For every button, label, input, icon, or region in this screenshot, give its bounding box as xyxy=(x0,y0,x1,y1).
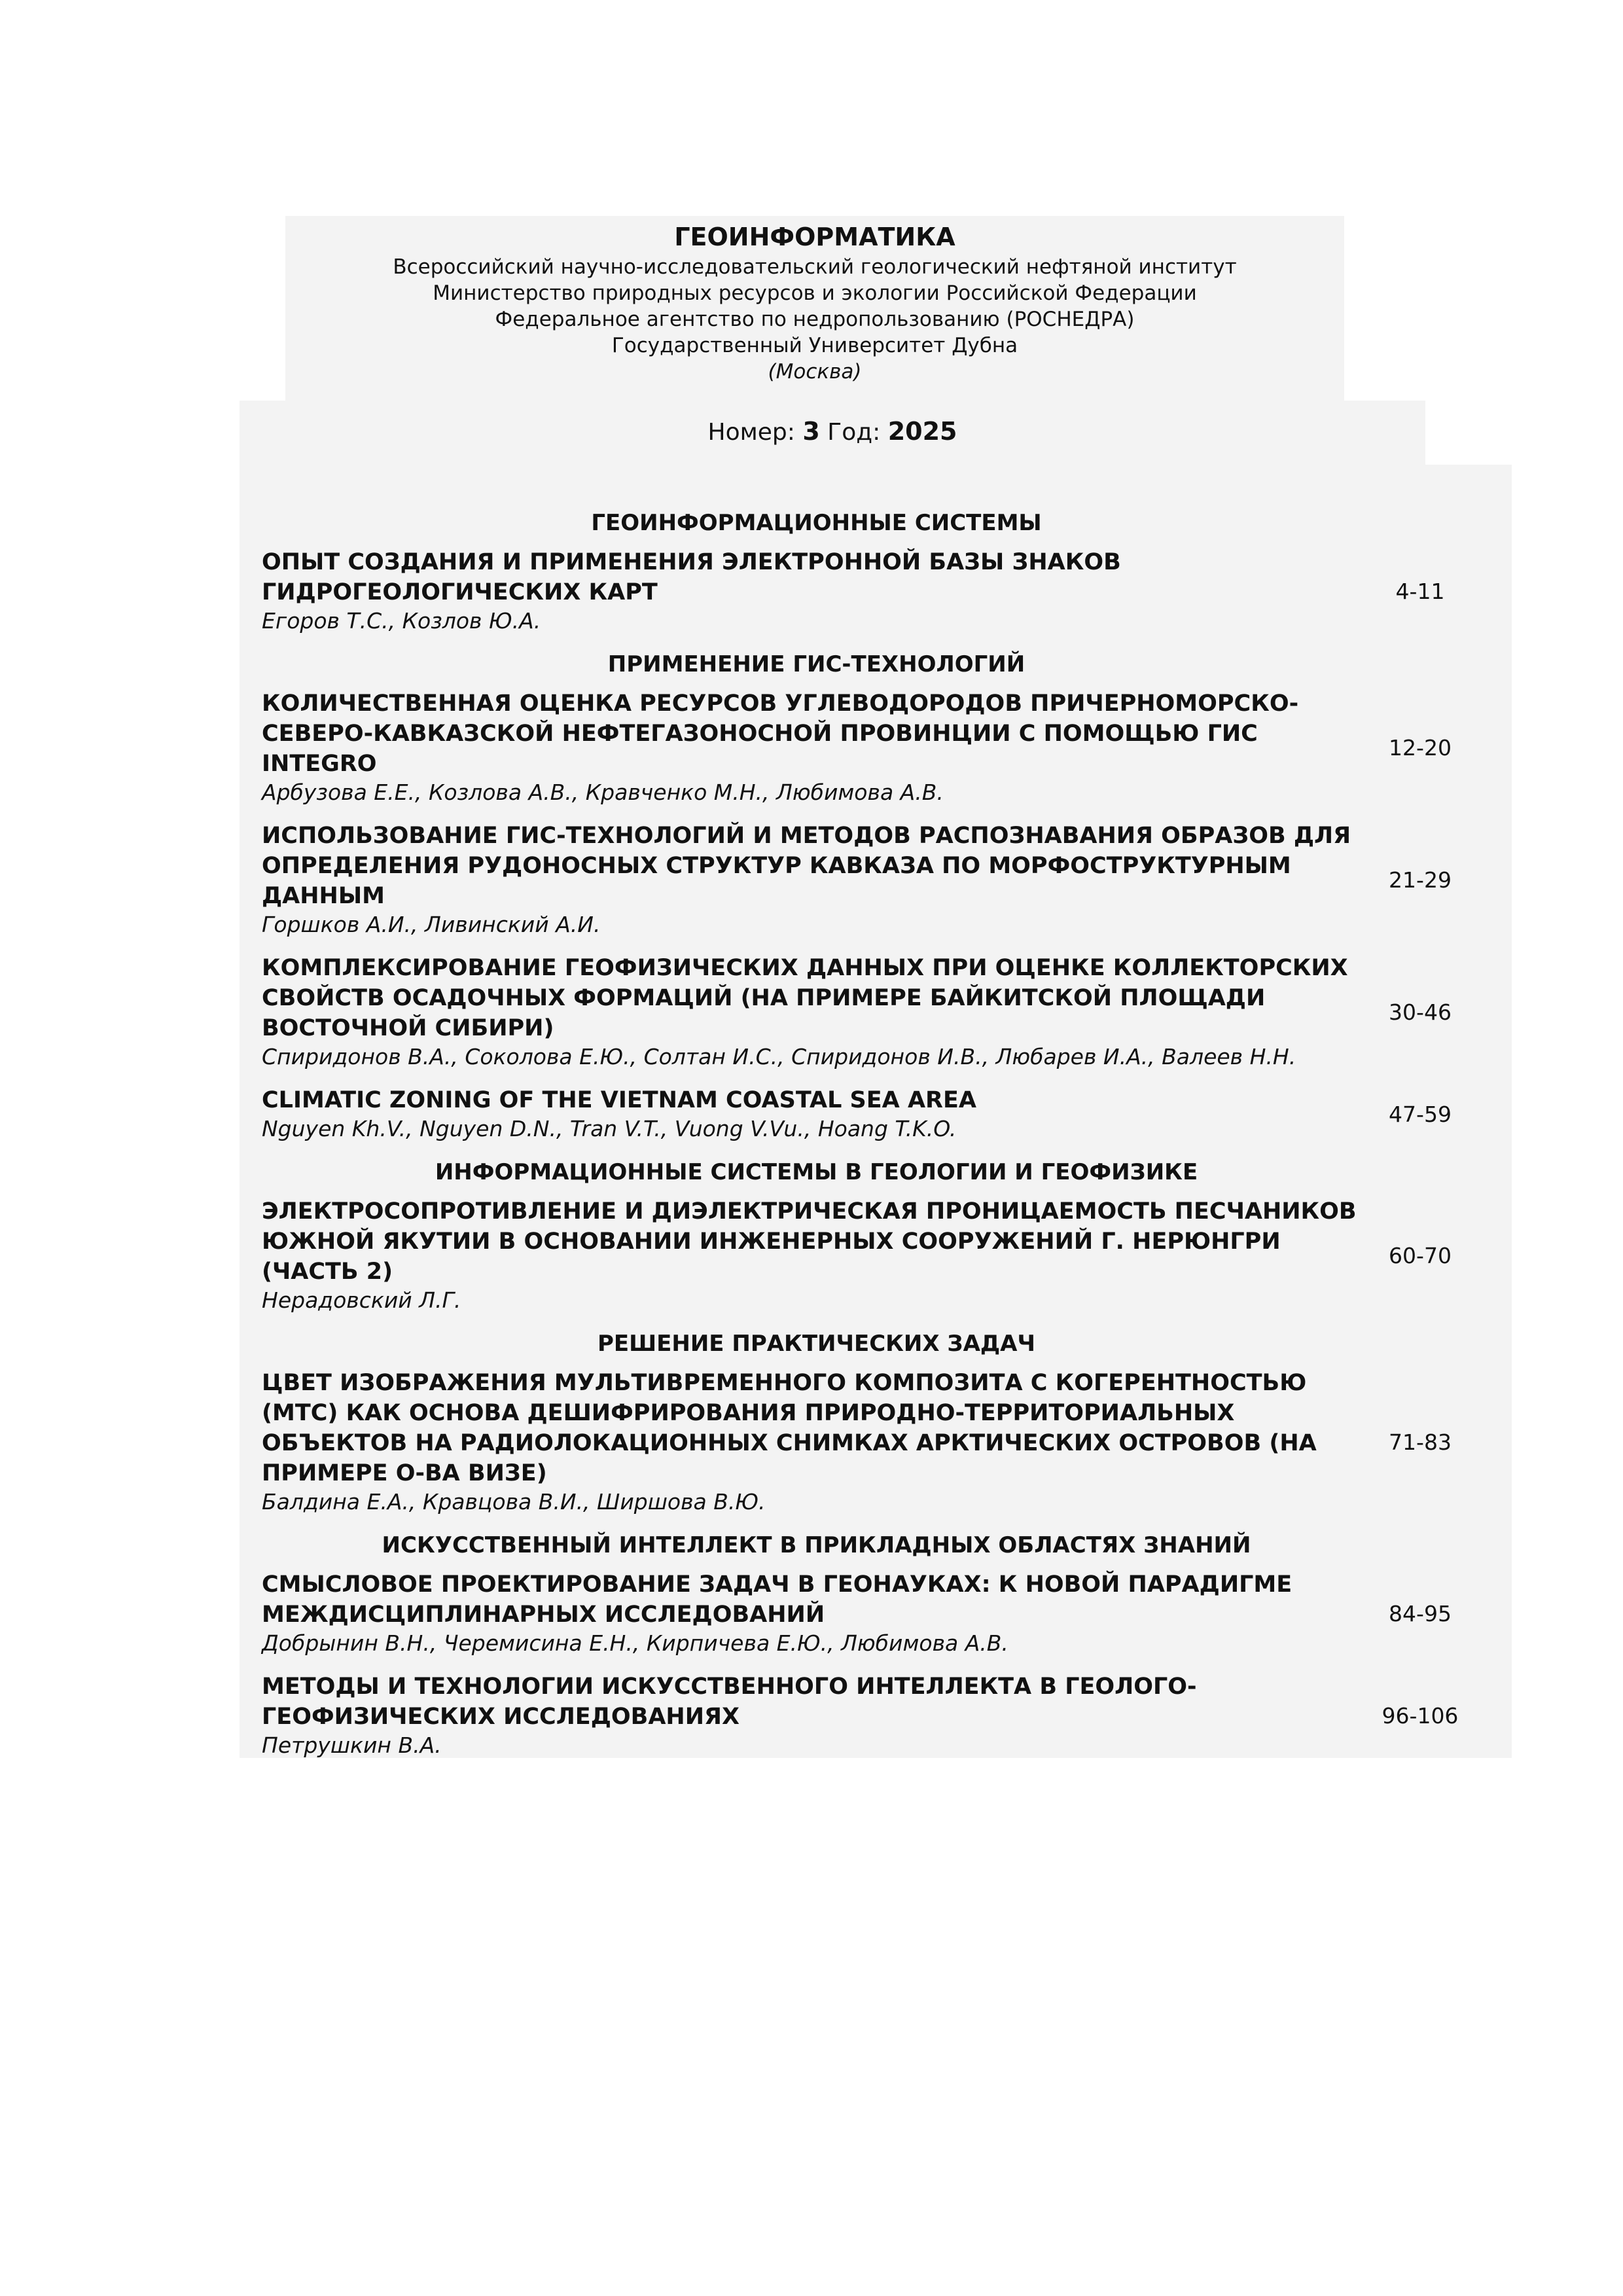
toc-list xyxy=(262,508,1499,1774)
article-entry[interactable] xyxy=(262,1368,1499,1516)
article-entry[interactable] xyxy=(262,547,1499,635)
journal-header xyxy=(285,216,1344,404)
article-pages: 71-83 xyxy=(1389,1429,1452,1455)
organization-name: Всероссийский научно-исследовательский геологический нефтяной институт xyxy=(393,255,1237,279)
article-authors: Горшков А.И., Ливинский А.И. xyxy=(262,912,601,937)
article-info xyxy=(262,547,1371,635)
section-heading: РЕШЕНИЕ ПРАКТИЧЕСКИХ ЗАДАЧ xyxy=(597,1331,1035,1357)
issue-label: Номер: xyxy=(707,419,795,446)
article-pages: 96-106 xyxy=(1382,1702,1459,1729)
article-pages: 12-20 xyxy=(1389,734,1452,761)
article-pages: 21-29 xyxy=(1389,867,1452,893)
article-info xyxy=(262,953,1371,1071)
article-title[interactable]: СМЫСЛОВОЕ ПРОЕКТИРОВАНИЕ ЗАДАЧ В ГЕОНАУКАХ: К НОВОЙ ПАРАДИГМЕ МЕЖДИСЦИПЛИНАРНЫХ ИССЛЕДОВАНИЙ xyxy=(262,1571,1293,1628)
article-authors: Арбузова Е.Е., Козлова А.В., Кравченко М.Н., Любимова А.В. xyxy=(262,780,944,805)
organization-name: Министерство природных ресурсов и экологии Российской Федерации xyxy=(433,281,1197,305)
organization-name: Федеральное агентство по недропользованию (РОСНЕДРА) xyxy=(495,308,1135,331)
article-entry[interactable] xyxy=(262,1570,1499,1657)
article-title[interactable]: МЕТОДЫ И ТЕХНОЛОГИИ ИСКУССТВЕННОГО ИНТЕЛЛЕКТА В ГЕОЛОГО-ГЕОФИЗИЧЕСКИХ ИССЛЕДОВАНИЯХ xyxy=(262,1674,1197,1730)
article-title[interactable]: КОМПЛЕКСИРОВАНИЕ ГЕОФИЗИЧЕСКИХ ДАННЫХ ПРИ ОЦЕНКЕ КОЛЛЕКТОРСКИХ СВОЙСТВ ОСАДОЧНЫХ ФОРМАЦИЙ (НА ПРИМЕРЕ БАЙКИТСКОЙ ПЛОЩАДИ ВОСТОЧНОЙ СИБИРИ) xyxy=(262,955,1348,1041)
article-authors: Егоров Т.С., Козлов Ю.А. xyxy=(262,608,541,634)
article-authors: Добрынин В.Н., Черемисина Е.Н., Кирпичева Е.Ю., Любимова А.В. xyxy=(262,1630,1008,1656)
article-title[interactable]: КОЛИЧЕСТВЕННАЯ ОЦЕНКА РЕСУРСОВ УГЛЕВОДОРОДОВ ПРИЧЕРНОМОРСКО-СЕВЕРО-КАВКАЗСКОЙ НЕФТЕГАЗОНОСНОЙ ПРОВИНЦИИ С ПОМОЩЬЮ ГИС INTEGRO xyxy=(262,691,1299,777)
year-label: Год: xyxy=(827,419,881,446)
issue-number: 3 xyxy=(802,417,820,446)
article-authors: Балдина Е.А., Кравцова В.И., Ширшова В.Ю. xyxy=(262,1489,766,1515)
section-heading: ИНФОРМАЦИОННЫЕ СИСТЕМЫ В ГЕОЛОГИИ И ГЕОФИЗИКЕ xyxy=(435,1159,1198,1185)
article-title[interactable]: ЭЛЕКТРОСОПРОТИВЛЕНИЕ И ДИЭЛЕКТРИЧЕСКАЯ ПРОНИЦАЕМОСТЬ ПЕСЧАНИКОВ ЮЖНОЙ ЯКУТИИ В ОСНОВАНИИ ИНЖЕНЕРНЫХ СООРУЖЕНИЙ Г. НЕРЮНГРИ (ЧАСТЬ 2) xyxy=(262,1198,1357,1285)
article-title[interactable]: CLIMATIC ZONING OF THE VIETNAM COASTAL SEA AREA xyxy=(262,1087,976,1113)
article-pages: 4-11 xyxy=(1395,578,1445,604)
article-info xyxy=(262,1196,1371,1314)
article-entry[interactable] xyxy=(262,1085,1499,1143)
article-info xyxy=(262,1570,1371,1657)
article-authors: Спиридонов В.А., Соколова Е.Ю., Солтан И.С., Спиридонов И.В., Любарев И.А., Валеев Н.Н. xyxy=(262,1044,1296,1069)
article-pages: 47-59 xyxy=(1389,1101,1452,1127)
section-heading: ГЕОИНФОРМАЦИОННЫЕ СИСТЕМЫ xyxy=(591,510,1042,536)
article-authors: Nguyen Kh.V., Nguyen D.N., Tran V.T., Vuong V.Vu., Hoang T.K.O. xyxy=(262,1116,957,1141)
table-of-contents xyxy=(240,465,1512,1758)
article-entry[interactable] xyxy=(262,821,1499,939)
article-entry[interactable] xyxy=(262,953,1499,1071)
article-pages: 84-95 xyxy=(1389,1600,1452,1626)
journal-city: (Москва) xyxy=(768,360,862,384)
article-title[interactable]: ЦВЕТ ИЗОБРАЖЕНИЯ МУЛЬТИВРЕМЕННОГО КОМПОЗИТА С КОГЕРЕНТНОСТЬЮ (МТС) КАК ОСНОВА ДЕШИФРИРОВАНИЯ ПРИРОДНО-ТЕРРИТОРИАЛЬНЫХ ОБЪЕКТОВ НА РАДИОЛОКАЦИОННЫХ СНИМКАХ АРКТИЧЕСКИХ ОСТРОВОВ (НА ПРИМЕРЕ О-ВА ВИЗЕ) xyxy=(262,1370,1317,1486)
article-entry[interactable] xyxy=(262,689,1499,806)
article-pages: 60-70 xyxy=(1389,1242,1452,1268)
article-title[interactable]: ИСПОЛЬЗОВАНИЕ ГИС-ТЕХНОЛОГИЙ И МЕТОДОВ РАСПОЗНАВАНИЯ ОБРАЗОВ ДЛЯ ОПРЕДЕЛЕНИЯ РУДОНОСНЫХ СТРУКТУР КАВКАЗА ПО МОРФОСТРУКТУРНЫМ ДАННЫМ xyxy=(262,823,1351,909)
article-info xyxy=(262,1672,1371,1759)
article-info xyxy=(262,689,1371,806)
journal-title: ГЕОИНФОРМАТИКА xyxy=(674,223,955,251)
article-entry[interactable] xyxy=(262,1196,1499,1314)
article-info xyxy=(262,1085,1371,1143)
article-pages: 30-46 xyxy=(1389,999,1452,1025)
article-authors: Нерадовский Л.Г. xyxy=(262,1287,461,1313)
article-info xyxy=(262,1368,1371,1516)
article-authors: Петрушкин В.А. xyxy=(262,1732,442,1758)
article-info xyxy=(262,821,1371,939)
section-heading: ИСКУССТВЕННЫЙ ИНТЕЛЛЕКТ В ПРИКЛАДНЫХ ОБЛАСТЯХ ЗНАНИЙ xyxy=(382,1532,1251,1558)
article-entry[interactable] xyxy=(262,1672,1499,1759)
section-heading: ПРИМЕНЕНИЕ ГИС-ТЕХНОЛОГИЙ xyxy=(607,651,1026,677)
issue-info xyxy=(240,401,1425,467)
issue-year: 2025 xyxy=(887,417,957,446)
organization-name: Государственный Университет Дубна xyxy=(611,334,1018,357)
article-title[interactable]: ОПЫТ СОЗДАНИЯ И ПРИМЕНЕНИЯ ЭЛЕКТРОННОЙ БАЗЫ ЗНАКОВ ГИДРОГЕОЛОГИЧЕСКИХ КАРТ xyxy=(262,549,1121,605)
